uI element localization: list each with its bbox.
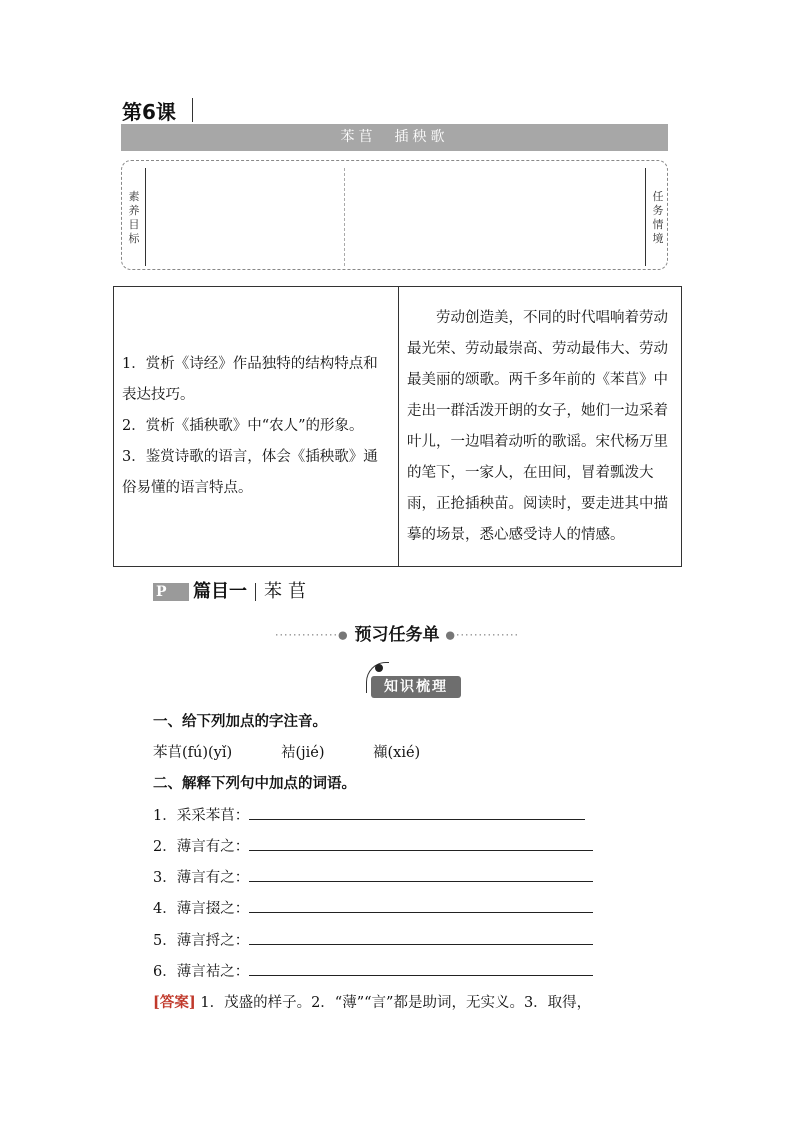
pinyin-item: 袺(jié) — [281, 745, 325, 761]
chapter-heading — [153, 577, 312, 603]
chapter-name: 苯苢 — [264, 581, 312, 602]
answer-blank[interactable] — [249, 805, 585, 820]
answer-line — [153, 991, 591, 1012]
fill-item: 6．薄言袺之： — [153, 960, 593, 981]
pinyin-item: 苯苢(fú)(yǐ) — [153, 745, 233, 761]
section2-heading: 二、解释下列句中加点的词语。 — [153, 775, 356, 792]
fill-item: 3．薄言有之： — [153, 866, 593, 887]
fill-item: 1．采采苯苢： — [153, 804, 585, 825]
answer-blank[interactable] — [249, 930, 593, 945]
section1-heading: 一、给下列加点的字注音。 — [153, 713, 327, 730]
goals-frame — [121, 160, 668, 270]
answer-tag: [答案] — [153, 994, 196, 1011]
situation-cell — [399, 287, 682, 567]
situation-label: 任务情境 — [652, 190, 664, 245]
dots-left: ··············● — [275, 628, 349, 642]
badge-dot-icon — [375, 664, 383, 672]
objectives-table — [113, 286, 682, 567]
objectives-cell — [114, 287, 399, 567]
fill-item: 2．薄言有之： — [153, 835, 593, 856]
chapter-p-icon: P — [153, 583, 189, 601]
situation-text: 劳动创造美，不同的时代唱响着劳动最光荣、劳动最崇高、劳动最伟大、劳动最美丽的颂歌。两千多年前的《苯苢》中走出一群活泼开朗的女子，她们一边采着叶儿，一边唱着动听的歌谣。宋代杨万里的笔下，一家人，在田间，冒着瓢泼大雨，正抢插秧苗。阅读时，要走进其中描摹的场景，悉心感受诗人的情感。 — [407, 309, 668, 543]
preview-heading — [0, 620, 794, 645]
objective-item: 1．赏析《诗经》作品独特的结构特点和表达技巧。 — [122, 356, 378, 403]
lesson-divider — [192, 98, 193, 122]
answer-blank[interactable] — [249, 961, 593, 976]
preview-title: 预习任务单 — [354, 625, 440, 645]
goals-label: 素养目标 — [128, 190, 140, 245]
situation-label-rule — [645, 168, 646, 266]
fill-item: 5．薄言捋之： — [153, 929, 593, 950]
lesson-title-bar: 苯苢 插秧歌 — [121, 124, 668, 151]
lesson-number: 第6课 — [122, 100, 176, 124]
chapter-label: 篇目一 — [193, 581, 247, 602]
goals-label-rule — [145, 168, 146, 266]
fill-item: 4．薄言掇之： — [153, 897, 593, 918]
answer-blank[interactable] — [249, 836, 593, 851]
answer-blank[interactable] — [249, 898, 593, 913]
chapter-separator — [255, 583, 256, 601]
goals-frame-divider — [344, 168, 345, 266]
objective-item: 2．赏析《插秧歌》中“农人”的形象。 — [122, 418, 364, 434]
answer-blank[interactable] — [249, 867, 593, 882]
answer-text: 1．茂盛的样子。2．“薄”“言”都是助词，无实义。3．取得， — [200, 995, 592, 1011]
objective-item: 3．鉴赏诗歌的语言，体会《插秧歌》通俗易懂的语言特点。 — [122, 449, 378, 496]
pinyin-item: 襭(xié) — [373, 745, 421, 761]
knowledge-badge: 知识梳理 — [371, 676, 461, 698]
dots-right: ●·············· — [445, 628, 519, 642]
